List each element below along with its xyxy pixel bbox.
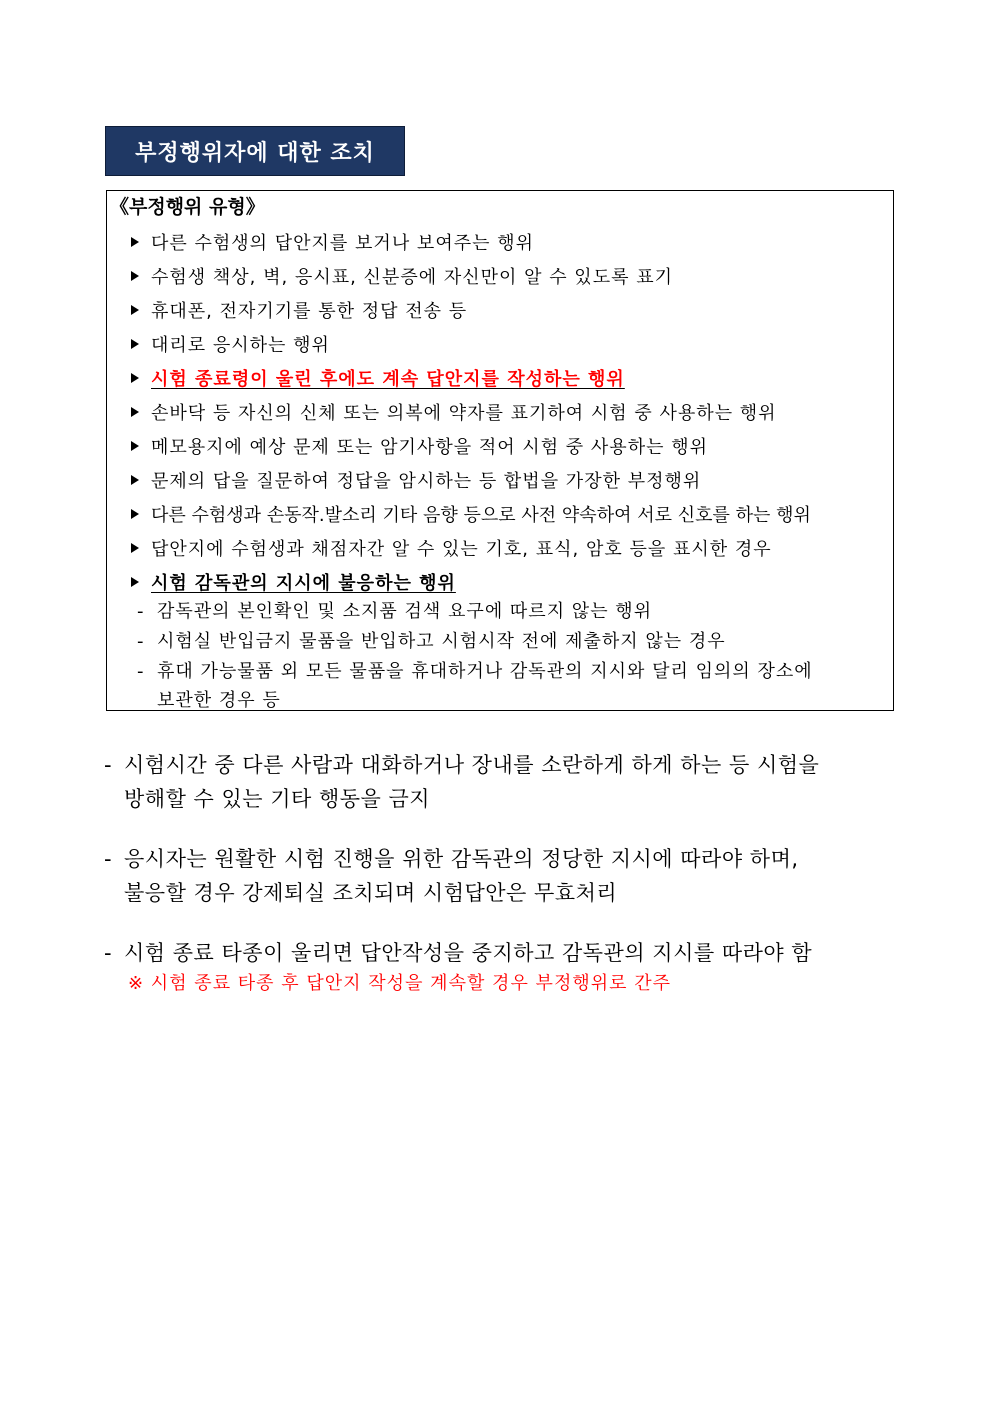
- list-item-text: 시험 종료령이 울린 후에도 계속 답안지를 작성하는 행위: [151, 369, 625, 390]
- list-item: [131, 399, 777, 425]
- list-item-text: 다른 수험생의 답안지를 보거나 보여주는 행위: [151, 233, 534, 254]
- paragraph-line: 응시자는 원활한 시험 진행을 위한 감독관의 정당한 지시에 따라야 하며,: [124, 847, 799, 871]
- list-item-text: 문제의 답을 질문하여 정답을 암시하는 등 합법을 가장한 부정행위: [151, 471, 702, 492]
- notice-paragraph: - 시험 종료 타종이 울리면 답안작성을 중지하고 감독관의 지시를 따라야 함 ※ 시험 종료 타종 후 답안지 작성을 계속할 경우 부정행위로 간주: [104, 936, 896, 998]
- triangle-bullet-icon: [131, 509, 139, 519]
- list-item: [131, 263, 673, 289]
- paragraph-line: 불응할 경우 강제퇴실 조치되며 시험답안은 무효처리: [124, 881, 618, 905]
- list-item-text: 시험 감독관의 지시에 불응하는 행위: [151, 573, 456, 594]
- list-item: [131, 535, 772, 561]
- list-item-text: 답안지에 수험생과 채점자간 알 수 있는 기호, 표식, 암호 등을 표시한 경우: [151, 539, 772, 560]
- list-item: [131, 331, 330, 357]
- triangle-bullet-icon: [131, 373, 139, 383]
- sub-item-text: 휴대 가능물품 외 모든 물품을 휴대하거나 감독관의 지시와 달리 임의의 장소에: [157, 661, 813, 682]
- triangle-bullet-icon: [131, 339, 139, 349]
- list-item: [131, 467, 701, 493]
- list-item: [131, 433, 708, 459]
- sub-item: - 시험실 반입금지 물품을 반입하고 시험시작 전에 제출하지 않는 경우: [137, 631, 726, 652]
- sub-item: - 휴대 가능물품 외 모든 물품을 휴대하거나 감독관의 지시와 달리 임의의 장소에: [137, 661, 813, 682]
- triangle-bullet-icon: [131, 237, 139, 247]
- violation-types-box: [106, 190, 894, 711]
- section-title: 부정행위자에 대한 조치: [105, 126, 405, 176]
- triangle-bullet-icon: [131, 407, 139, 417]
- triangle-bullet-icon: [131, 441, 139, 451]
- sub-item-text: 감독관의 본인확인 및 소지품 검색 요구에 따르지 않는 행위: [157, 601, 653, 622]
- triangle-bullet-icon: [131, 475, 139, 485]
- sub-item-text: 시험실 반입금지 물품을 반입하고 시험시작 전에 제출하지 않는 경우: [157, 631, 726, 652]
- paragraph-line: 시험시간 중 다른 사람과 대화하거나 장내를 소란하게 하게 하는 등 시험을: [124, 753, 820, 777]
- list-item: [131, 297, 467, 323]
- list-item-text: 다른 수험생과 손동작.발소리 기타 음향 등으로 사전 약속하여 서로 신호를 하는 행위: [151, 505, 811, 526]
- list-item-text: 대리로 응시하는 행위: [151, 335, 330, 356]
- list-item-highlighted: [131, 365, 633, 391]
- list-item: [131, 501, 811, 527]
- list-item: [131, 229, 534, 255]
- list-item-text: 수험생 책상, 벽, 응시표, 신분증에 자신만이 알 수 있도록 표기: [151, 267, 673, 288]
- box-heading: 《부정행위 유형》: [110, 196, 265, 218]
- triangle-bullet-icon: [131, 543, 139, 553]
- triangle-bullet-icon: [131, 577, 139, 587]
- triangle-bullet-icon: [131, 305, 139, 315]
- notice-paragraph: - 응시자는 원활한 시험 진행을 위한 감독관의 정당한 지시에 따라야 하며, 불응할 경우 강제퇴실 조치되며 시험답안은 무효처리: [104, 842, 896, 910]
- list-item-text: 손바닥 등 자신의 신체 또는 의복에 약자를 표기하여 시험 중 사용하는 행위: [151, 403, 777, 424]
- triangle-bullet-icon: [131, 271, 139, 281]
- list-item-bold: [131, 569, 456, 595]
- list-item-text: 휴대폰, 전자기기를 통한 정답 전송 등: [151, 301, 468, 322]
- list-item-text: 메모용지에 예상 문제 또는 암기사항을 적어 시험 중 사용하는 행위: [151, 437, 708, 458]
- sub-item-continuation: 보관한 경우 등: [157, 690, 281, 711]
- notice-paragraph: - 시험시간 중 다른 사람과 대화하거나 장내를 소란하게 하게 하는 등 시험을 방해할 수 있는 기타 행동을 금지: [104, 748, 896, 816]
- sub-item: - 감독관의 본인확인 및 소지품 검색 요구에 따르지 않는 행위: [137, 601, 653, 622]
- paragraph-line: 시험 종료 타종이 울리면 답안작성을 중지하고 감독관의 지시를 따라야 함: [124, 941, 813, 965]
- warning-note: ※ 시험 종료 타종 후 답안지 작성을 계속할 경우 부정행위로 간주: [128, 973, 671, 994]
- paragraph-line: 방해할 수 있는 기타 행동을 금지: [124, 787, 431, 811]
